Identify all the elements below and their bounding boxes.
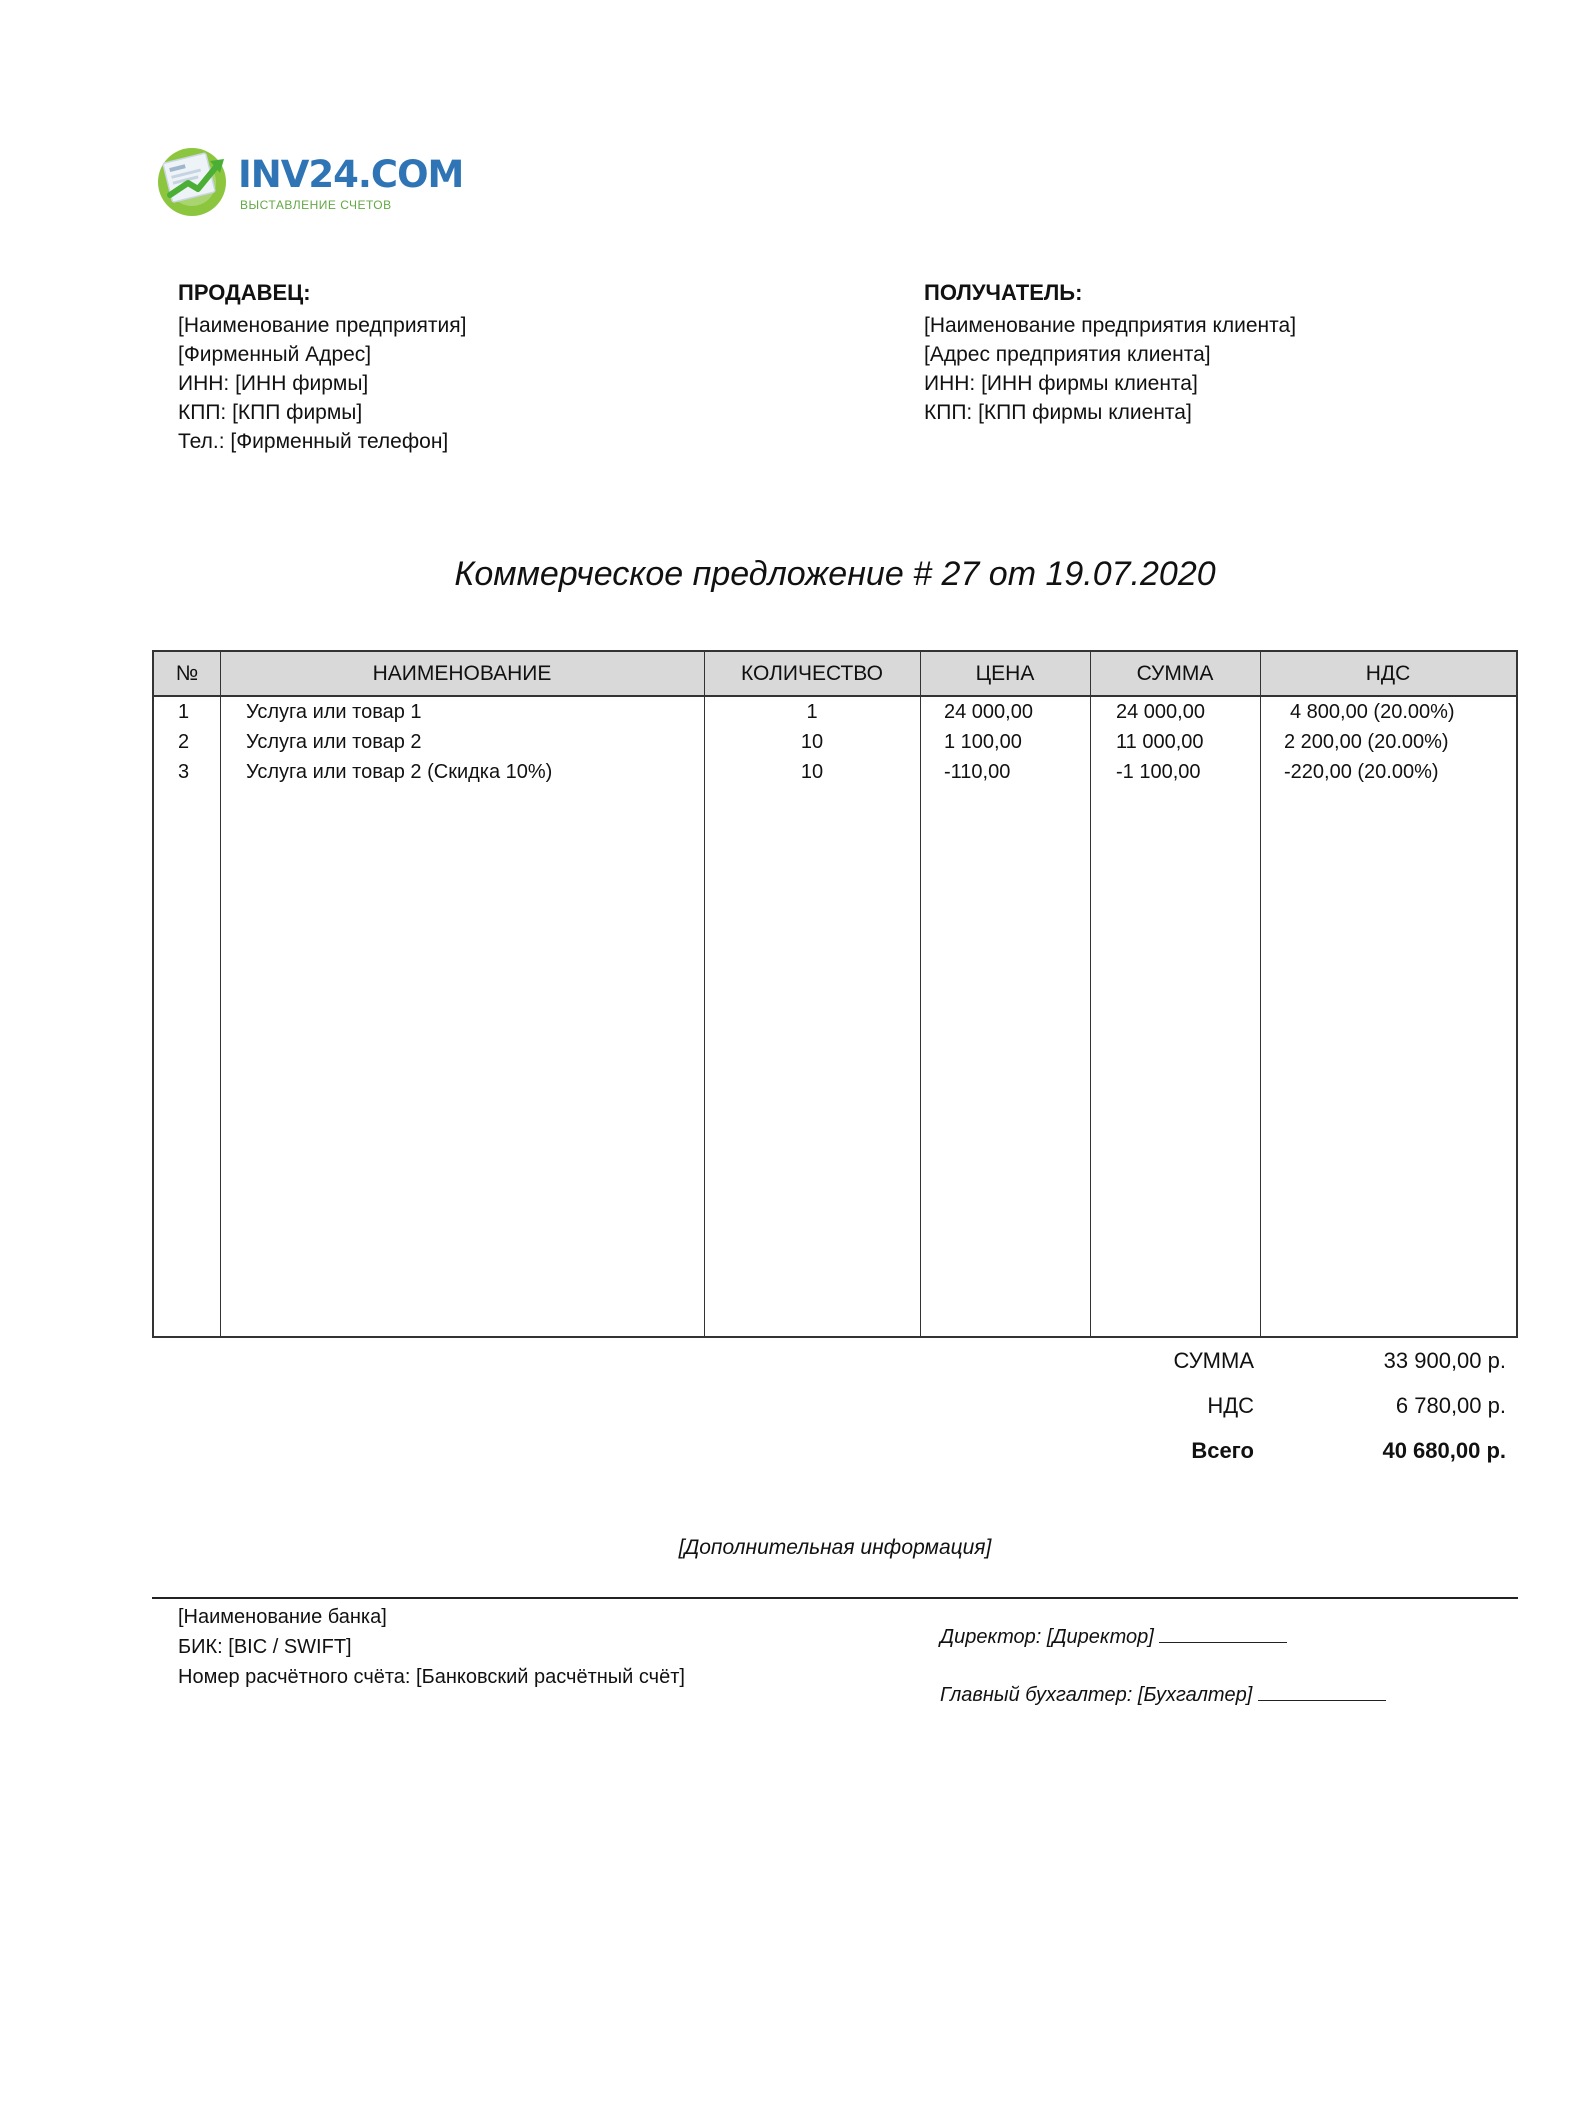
buyer-block <box>924 278 1296 427</box>
director-signature <box>940 1624 1287 1649</box>
sum-label: СУММА <box>1173 1348 1254 1373</box>
cell-price: 1 100,00 <box>944 731 1022 753</box>
seller-company-name: [Наименование предприятия] <box>178 314 467 337</box>
cell-name: Услуга или товар 2 <box>246 731 422 753</box>
cell-name: Услуга или товар 2 (Скидка 10%) <box>246 761 553 783</box>
cell-number: 1 <box>178 701 190 723</box>
company-logo <box>154 143 464 223</box>
bank-account: Номер расчётного счёта: [Банковский расчётный счёт] <box>178 1666 685 1688</box>
accountant-signature <box>940 1682 1386 1707</box>
buyer-address: [Адрес предприятия клиента] <box>924 343 1211 366</box>
seller-heading: ПРОДАВЕЦ: <box>178 280 311 305</box>
cell-sum: 11 000,00 <box>1116 731 1204 753</box>
buyer-inn: ИНН: [ИНН фирмы клиента] <box>924 372 1198 395</box>
additional-info: [Дополнительная информация] <box>678 1536 992 1559</box>
footer-divider <box>152 1597 1518 1599</box>
logo-name: INV24.COM <box>238 153 464 196</box>
logo-emblem-icon <box>154 143 234 219</box>
table-row <box>154 697 1516 727</box>
document-title: Коммерческое предложение # 27 от 19.07.2020 <box>454 555 1216 593</box>
total-value: 40 680,00 р. <box>1382 1438 1506 1463</box>
table-body <box>154 697 1516 787</box>
bank-bic: БИК: [BIC / SWIFT] <box>178 1636 352 1658</box>
header-sum: СУММА <box>1136 662 1214 685</box>
total-label: Всего <box>1191 1438 1254 1463</box>
cell-quantity: 10 <box>800 731 824 753</box>
header-number: № <box>175 662 199 685</box>
director-signature-line <box>1159 1624 1287 1643</box>
header-price: ЦЕНА <box>975 662 1035 685</box>
header-quantity: КОЛИЧЕСТВО <box>741 662 883 685</box>
table-row <box>154 727 1516 757</box>
cell-sum: -1 100,00 <box>1116 761 1201 783</box>
items-table <box>152 650 1518 1338</box>
seller-inn: ИНН: [ИНН фирмы] <box>178 372 369 395</box>
cell-vat: 4 800,00 (20.00%) <box>1290 701 1455 723</box>
vat-label: НДС <box>1207 1393 1254 1418</box>
director-label: Директор: [Директор] <box>940 1626 1154 1648</box>
buyer-heading: ПОЛУЧАТЕЛЬ: <box>924 280 1083 305</box>
cell-quantity: 10 <box>800 761 824 783</box>
seller-block <box>178 278 466 456</box>
accountant-label: Главный бухгалтер: [Бухгалтер] <box>940 1684 1253 1706</box>
table-row <box>154 757 1516 787</box>
header-vat: НДС <box>1365 662 1411 685</box>
buyer-company-name: [Наименование предприятия клиента] <box>924 314 1297 337</box>
cell-name: Услуга или товар 1 <box>246 701 422 723</box>
seller-phone: Тел.: [Фирменный телефон] <box>178 430 449 453</box>
vat-value: 6 780,00 р. <box>1395 1393 1506 1418</box>
bank-name: [Наименование банка] <box>178 1606 387 1628</box>
accountant-signature-line <box>1258 1682 1386 1701</box>
cell-quantity: 1 <box>806 701 818 723</box>
cell-number: 2 <box>178 731 190 753</box>
buyer-kpp: КПП: [КПП фирмы клиента] <box>924 401 1192 424</box>
cell-price: -110,00 <box>944 761 1011 783</box>
header-name: НАИМЕНОВАНИЕ <box>372 662 552 685</box>
seller-kpp: КПП: [КПП фирмы] <box>178 401 363 424</box>
cell-price: 24 000,00 <box>944 701 1033 723</box>
logo-tagline: ВЫСТАВЛЕНИЕ СЧЕТОВ <box>240 198 392 212</box>
bank-details <box>178 1602 685 1692</box>
cell-number: 3 <box>178 761 190 783</box>
cell-vat: 2 200,00 (20.00%) <box>1284 731 1449 753</box>
table-header <box>154 652 1516 697</box>
cell-vat: -220,00 (20.00%) <box>1284 761 1439 783</box>
cell-sum: 24 000,00 <box>1116 701 1205 723</box>
sum-value: 33 900,00 р. <box>1383 1348 1506 1373</box>
seller-address: [Фирменный Адрес] <box>178 343 372 366</box>
